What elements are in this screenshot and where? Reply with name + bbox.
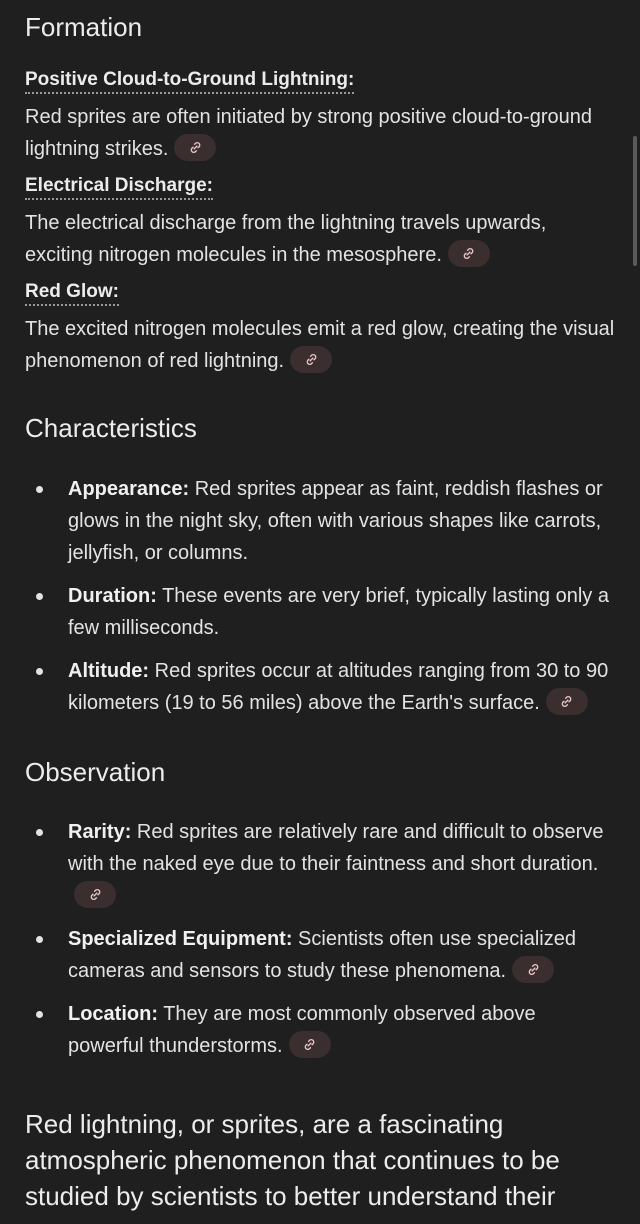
source-link-chip[interactable] bbox=[74, 881, 116, 908]
observation-list bbox=[25, 816, 615, 1062]
list-item bbox=[25, 923, 615, 987]
source-link-chip[interactable] bbox=[174, 134, 216, 161]
item-term: Duration: bbox=[68, 585, 157, 607]
link-icon bbox=[461, 246, 476, 261]
bullet-dot bbox=[36, 668, 43, 675]
step-text-content: The excited nitrogen molecules emit a red glow, creating the visual phenomenon of red lightning. bbox=[25, 318, 615, 372]
step-text bbox=[25, 101, 615, 165]
item-term: Rarity: bbox=[68, 821, 132, 843]
characteristics-list bbox=[25, 473, 615, 719]
scrollbar[interactable] bbox=[633, 136, 637, 266]
item-text: Scientists often use specialized cameras and sensors to study these phenomena. bbox=[68, 928, 576, 982]
item-term: Appearance: bbox=[68, 478, 190, 500]
step-text-content: Red sprites are often initiated by strong positive cloud-to-ground lightning strikes. bbox=[25, 106, 592, 160]
source-link-chip[interactable] bbox=[290, 346, 332, 373]
formation-title: Formation bbox=[25, 12, 143, 42]
link-icon bbox=[559, 694, 574, 709]
item-text: Red sprites are relatively rare and difficult to observe with the naked eye due to their faintness and short duration. bbox=[68, 821, 604, 875]
step-text-content: The electrical discharge from the lightning travels upwards, exciting nitrogen molecules in the mesosphere. bbox=[25, 212, 547, 266]
formation-step bbox=[25, 175, 615, 271]
item-text: These events are very brief, typically lasting only a few milliseconds. bbox=[68, 585, 609, 639]
link-icon bbox=[188, 140, 203, 155]
response-content bbox=[25, 0, 615, 1214]
list-item bbox=[25, 655, 615, 719]
list-item bbox=[25, 473, 615, 569]
step-term: Electrical Discharge: bbox=[25, 175, 213, 200]
source-link-chip[interactable] bbox=[448, 240, 490, 267]
list-item bbox=[25, 998, 615, 1062]
item-text: Red sprites appear as faint, reddish flashes or glows in the night sky, often with various shapes like carrots, jellyfish, or columns. bbox=[68, 478, 603, 564]
formation-step bbox=[25, 281, 615, 377]
item-text: They are most commonly observed above powerful thunderstorms. bbox=[68, 1003, 536, 1057]
source-link-chip[interactable] bbox=[512, 956, 554, 983]
source-link-chip[interactable] bbox=[289, 1031, 331, 1058]
item-term: Location: bbox=[68, 1003, 158, 1025]
bullet-dot bbox=[36, 486, 43, 493]
item-text: Red sprites occur at altitudes ranging from 30 to 90 kilometers (19 to 56 miles) above the Earth's surface. bbox=[68, 660, 609, 714]
step-text bbox=[25, 313, 615, 377]
bullet-dot bbox=[36, 829, 43, 836]
list-item bbox=[25, 816, 615, 912]
source-link-chip[interactable] bbox=[546, 688, 588, 715]
formation-step bbox=[25, 69, 615, 165]
step-term: Positive Cloud-to-Ground Lightning: bbox=[25, 69, 354, 94]
bullet-dot bbox=[36, 593, 43, 600]
step-term: Red Glow: bbox=[25, 281, 119, 306]
observation-title: Observation bbox=[25, 757, 166, 787]
link-icon bbox=[88, 887, 103, 902]
bullet-dot bbox=[36, 936, 43, 943]
step-text bbox=[25, 207, 615, 271]
link-icon bbox=[302, 1037, 317, 1052]
bullet-dot bbox=[36, 1011, 43, 1018]
summary-paragraph: Red lightning, or sprites, are a fascinating atmospheric phenomenon that continues to be studied by scientists to better understand their bbox=[25, 1109, 560, 1211]
link-icon bbox=[526, 962, 541, 977]
characteristics-title: Characteristics bbox=[25, 413, 197, 443]
item-term: Altitude: bbox=[68, 660, 150, 682]
item-term: Specialized Equipment: bbox=[68, 928, 293, 950]
list-item bbox=[25, 580, 615, 644]
link-icon bbox=[304, 352, 319, 367]
